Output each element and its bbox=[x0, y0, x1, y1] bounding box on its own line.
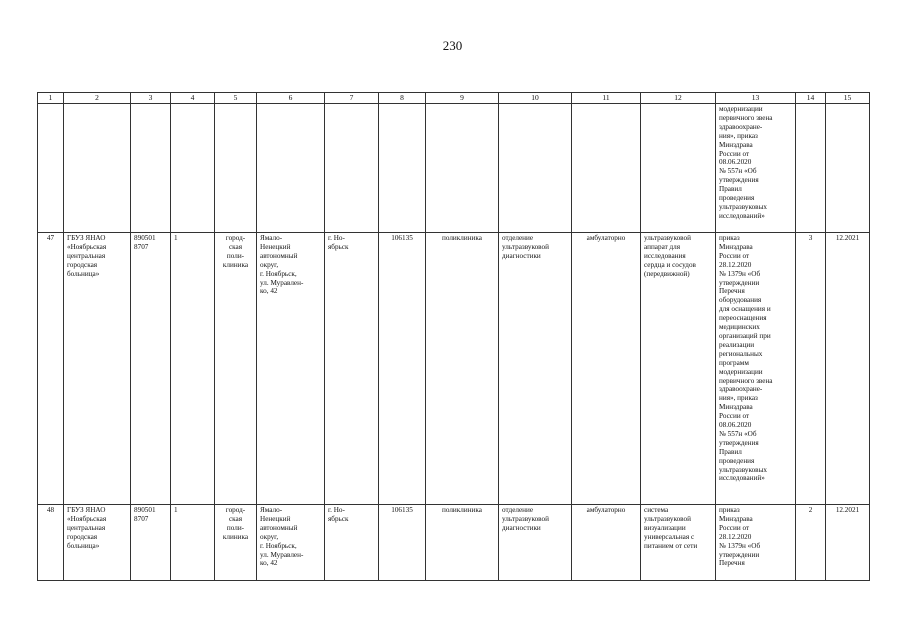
cont-cell-10 bbox=[499, 104, 572, 233]
cont-cell-3 bbox=[131, 104, 171, 233]
facility-type-line: клиника bbox=[222, 260, 249, 269]
equipment-line: (передвижной) bbox=[644, 269, 690, 278]
address-line: г. Ноябрьск, bbox=[260, 541, 297, 550]
cont-cell-13-line: проведения bbox=[719, 194, 755, 203]
cont-cell-13-line: здравоохране- bbox=[719, 122, 763, 131]
header-cell-3 bbox=[131, 93, 171, 104]
header-cell-9-line: 9 bbox=[460, 93, 464, 102]
legal-basis-line: 28.12.2020 bbox=[719, 260, 752, 269]
legal-basis-line: России от bbox=[719, 251, 750, 260]
address-line: ул. Муравлен- bbox=[260, 550, 304, 559]
legal-basis-line: организаций при bbox=[719, 331, 771, 340]
facility-type-line: поли- bbox=[226, 523, 245, 532]
cont-cell-2 bbox=[64, 104, 131, 233]
legal-basis-line: ния», приказ bbox=[719, 394, 758, 403]
legal-basis-line: России от bbox=[719, 412, 750, 421]
cont-cell-7 bbox=[325, 104, 379, 233]
cont-cell-13-line: Минздрава bbox=[719, 140, 753, 149]
header-cell-14-line: 14 bbox=[806, 93, 815, 102]
cont-cell-8 bbox=[379, 104, 426, 233]
organization-line: центральная bbox=[67, 523, 106, 532]
legal-basis-line: Минздрава bbox=[719, 242, 753, 251]
legal-basis-line: для оснащения и bbox=[719, 305, 771, 314]
legal-basis-line: № 557н «Об bbox=[719, 429, 757, 438]
legal-basis bbox=[716, 505, 796, 581]
facility-line: поликлиника bbox=[442, 234, 482, 242]
header-cell-1 bbox=[38, 93, 64, 104]
header-cell-2 bbox=[64, 93, 131, 104]
header-cell-13-line: 13 bbox=[751, 93, 760, 102]
equipment-line: исследования bbox=[644, 251, 686, 260]
quantity-line: 2 bbox=[808, 506, 813, 514]
header-cell-13 bbox=[716, 93, 796, 104]
cont-cell-13-line: первичного звена bbox=[719, 113, 773, 122]
organization bbox=[64, 233, 131, 505]
cont-cell-15 bbox=[826, 104, 870, 233]
header-row bbox=[38, 93, 870, 104]
cont-cell-1 bbox=[38, 104, 64, 233]
quantity-line: 3 bbox=[808, 234, 813, 242]
equipment-line: система bbox=[644, 506, 669, 514]
cont-cell-13-line: № 557н «Об bbox=[719, 167, 757, 176]
cont-cell-12 bbox=[641, 104, 716, 233]
header-cell-7 bbox=[325, 93, 379, 104]
facility-type bbox=[215, 505, 257, 581]
legal-basis-line: ультразвуковых bbox=[719, 465, 767, 474]
cont-cell-13 bbox=[716, 104, 796, 233]
legal-basis bbox=[716, 233, 796, 505]
department bbox=[499, 233, 572, 505]
equipment-line: визуализации bbox=[644, 523, 686, 532]
facility-type-line: город- bbox=[225, 234, 246, 242]
cont-cell-4 bbox=[171, 104, 215, 233]
organization-line: «Ноябрьская bbox=[67, 514, 107, 523]
facility-type bbox=[215, 233, 257, 505]
legal-basis-line: медицинских bbox=[719, 323, 760, 332]
table-row bbox=[38, 505, 870, 581]
facility-type-line: ская bbox=[228, 242, 243, 251]
legal-basis-line: приказ bbox=[719, 506, 740, 514]
legal-basis-line: № 1379н «Об bbox=[719, 269, 761, 278]
equipment-line: ультразвуковой bbox=[644, 234, 691, 242]
organization-line: центральная bbox=[67, 251, 106, 260]
legal-basis-line: утверждении bbox=[719, 550, 760, 559]
legal-basis-line: региональных bbox=[719, 349, 763, 358]
legal-basis-line: 08.06.2020 bbox=[719, 421, 752, 430]
equipment-line: универсальная с bbox=[644, 532, 695, 541]
city-line: г. Но- bbox=[328, 234, 345, 242]
header-cell-11 bbox=[572, 93, 641, 104]
header-cell-10 bbox=[499, 93, 572, 104]
city-line: г. Но- bbox=[328, 506, 345, 514]
inn-line: 890501 bbox=[134, 234, 156, 242]
equipment-line: питанием от сети bbox=[644, 541, 698, 550]
cont-cell-6 bbox=[257, 104, 325, 233]
planned-date-line: 12.2021 bbox=[835, 506, 860, 514]
organization-line: городская bbox=[67, 532, 98, 541]
legal-basis-line: Правил bbox=[719, 447, 742, 456]
col-4-line: 1 bbox=[174, 506, 178, 514]
inn-line: 8707 bbox=[134, 514, 149, 523]
department-line: ультразвуковой bbox=[502, 242, 549, 251]
header-cell-15-line: 15 bbox=[843, 93, 852, 102]
row-number bbox=[38, 505, 64, 581]
address-line: Ямало- bbox=[260, 506, 283, 514]
legal-basis-line: утверждения bbox=[719, 438, 759, 447]
legal-basis-line: исследований» bbox=[719, 474, 765, 483]
address-line: ко, 42 bbox=[260, 287, 278, 296]
cont-cell-13-line: модернизации bbox=[719, 105, 763, 113]
cont-cell-13-line: России от bbox=[719, 149, 750, 158]
code bbox=[379, 505, 426, 581]
department-line: диагностики bbox=[502, 251, 541, 260]
quantity bbox=[796, 505, 826, 581]
planned-date-line: 12.2021 bbox=[835, 234, 860, 242]
header-cell-1-line: 1 bbox=[48, 93, 53, 102]
header-cell-11-line: 11 bbox=[602, 93, 610, 102]
address-line: ул. Муравлен- bbox=[260, 278, 304, 287]
equipment-line: аппарат для bbox=[644, 242, 681, 251]
department bbox=[499, 505, 572, 581]
cont-cell-13-line: исследований» bbox=[719, 211, 765, 220]
planned-date bbox=[826, 505, 870, 581]
address-line: Ямало- bbox=[260, 234, 283, 242]
care-mode-line: амбулаторно bbox=[586, 234, 626, 242]
legal-basis-line: программ bbox=[719, 358, 749, 367]
organization-line: «Ноябрьская bbox=[67, 242, 107, 251]
legal-basis-line: Перечня bbox=[719, 287, 745, 296]
equipment bbox=[641, 505, 716, 581]
care-mode-line: амбулаторно bbox=[586, 506, 626, 514]
address-line: округ, bbox=[260, 532, 279, 541]
cont-cell-13-line: ния», приказ bbox=[719, 131, 758, 140]
header-cell-6-line: 6 bbox=[288, 93, 293, 102]
header-cell-9 bbox=[426, 93, 499, 104]
department-line: ультразвуковой bbox=[502, 514, 549, 523]
row-number-line: 47 bbox=[46, 234, 55, 242]
code-line: 106135 bbox=[391, 234, 413, 242]
organization-line: ГБУЗ ЯНАО bbox=[67, 234, 106, 242]
legal-basis-line: первичного звена bbox=[719, 376, 773, 385]
legal-basis-line: модернизации bbox=[719, 367, 763, 376]
header-cell-8 bbox=[379, 93, 426, 104]
header-cell-4 bbox=[171, 93, 215, 104]
row-number-line: 48 bbox=[46, 506, 55, 514]
organization-line: ГБУЗ ЯНАО bbox=[67, 506, 106, 514]
cont-cell-13-line: Правил bbox=[719, 185, 742, 194]
facility-line: поликлиника bbox=[442, 506, 482, 514]
equipment-line: сердца и сосудов bbox=[644, 260, 696, 269]
address bbox=[257, 233, 325, 505]
organization-line: больница» bbox=[67, 541, 100, 550]
city bbox=[325, 505, 379, 581]
col-4 bbox=[171, 505, 215, 581]
header-cell-4-line: 4 bbox=[190, 93, 195, 102]
organization-line: городская bbox=[67, 260, 98, 269]
legal-basis-line: Перечня bbox=[719, 559, 745, 568]
equipment bbox=[641, 233, 716, 505]
page-number: 230 bbox=[442, 38, 463, 53]
legal-basis-line: приказ bbox=[719, 234, 740, 242]
facility-type-line: клиника bbox=[222, 532, 249, 541]
header-cell-8-line: 8 bbox=[400, 93, 404, 102]
cont-cell-13-line: ультразвуковых bbox=[719, 202, 767, 211]
city-line: ябрьск bbox=[328, 242, 349, 251]
care-mode bbox=[572, 505, 641, 581]
care-mode bbox=[572, 233, 641, 505]
inn-line: 890501 bbox=[134, 506, 156, 514]
city-line: ябрьск bbox=[328, 514, 349, 523]
inn bbox=[131, 505, 171, 581]
legal-basis-line: № 1379н «Об bbox=[719, 541, 761, 550]
legal-basis-line: 28.12.2020 bbox=[719, 532, 752, 541]
legal-basis-line: России от bbox=[719, 523, 750, 532]
department-line: диагностики bbox=[502, 523, 541, 532]
equipment-table bbox=[37, 92, 870, 581]
legal-basis-line: здравоохране- bbox=[719, 385, 763, 394]
legal-basis-line: переоснащения bbox=[719, 314, 767, 323]
header-cell-3-line: 3 bbox=[148, 93, 153, 102]
facility bbox=[426, 505, 499, 581]
address-line: округ, bbox=[260, 260, 279, 269]
facility-type-line: ская bbox=[228, 514, 243, 523]
city bbox=[325, 233, 379, 505]
planned-date bbox=[826, 233, 870, 505]
cont-cell-13-line: утверждения bbox=[719, 176, 759, 185]
legal-basis-line: утверждении bbox=[719, 278, 760, 287]
header-cell-12 bbox=[641, 93, 716, 104]
address-line: Ненецкий bbox=[260, 242, 291, 251]
department-line: отделение bbox=[502, 234, 534, 242]
organization bbox=[64, 505, 131, 581]
quantity bbox=[796, 233, 826, 505]
address-line: автономный bbox=[260, 523, 298, 532]
address bbox=[257, 505, 325, 581]
header-cell-14 bbox=[796, 93, 826, 104]
continuation-row bbox=[38, 104, 870, 233]
cont-cell-13-line: 08.06.2020 bbox=[719, 158, 752, 167]
header-cell-7-line: 7 bbox=[349, 93, 354, 102]
equipment-line: ультразвуковой bbox=[644, 514, 691, 523]
organization-line: больница» bbox=[67, 269, 100, 278]
address-line: Ненецкий bbox=[260, 514, 291, 523]
address-line: г. Ноябрьск, bbox=[260, 269, 297, 278]
code bbox=[379, 233, 426, 505]
cont-cell-11 bbox=[572, 104, 641, 233]
facility-type-line: поли- bbox=[226, 251, 245, 260]
cont-cell-9 bbox=[426, 104, 499, 233]
legal-basis-line: проведения bbox=[719, 456, 755, 465]
address-line: ко, 42 bbox=[260, 559, 278, 568]
col-4-line: 1 bbox=[174, 234, 178, 242]
legal-basis-line: Минздрава bbox=[719, 403, 753, 412]
department-line: отделение bbox=[502, 506, 534, 514]
header-cell-12-line: 12 bbox=[674, 93, 682, 102]
row-number bbox=[38, 233, 64, 505]
legal-basis-line: реализации bbox=[719, 340, 755, 349]
header-cell-15 bbox=[826, 93, 870, 104]
legal-basis-line: оборудования bbox=[719, 296, 762, 305]
legal-basis-line: Минздрава bbox=[719, 514, 753, 523]
header-cell-5 bbox=[215, 93, 257, 104]
inn bbox=[131, 233, 171, 505]
address-line: автономный bbox=[260, 251, 298, 260]
col-4 bbox=[171, 233, 215, 505]
header-cell-6 bbox=[257, 93, 325, 104]
header-cell-5-line: 5 bbox=[233, 93, 238, 102]
cont-cell-14 bbox=[796, 104, 826, 233]
header-cell-2-line: 2 bbox=[95, 93, 99, 102]
facility-type-line: город- bbox=[225, 506, 246, 514]
code-line: 106135 bbox=[391, 506, 413, 514]
facility bbox=[426, 233, 499, 505]
table-row bbox=[38, 233, 870, 505]
cont-cell-5 bbox=[215, 104, 257, 233]
header-cell-10-line: 10 bbox=[531, 93, 539, 102]
inn-line: 8707 bbox=[134, 242, 149, 251]
